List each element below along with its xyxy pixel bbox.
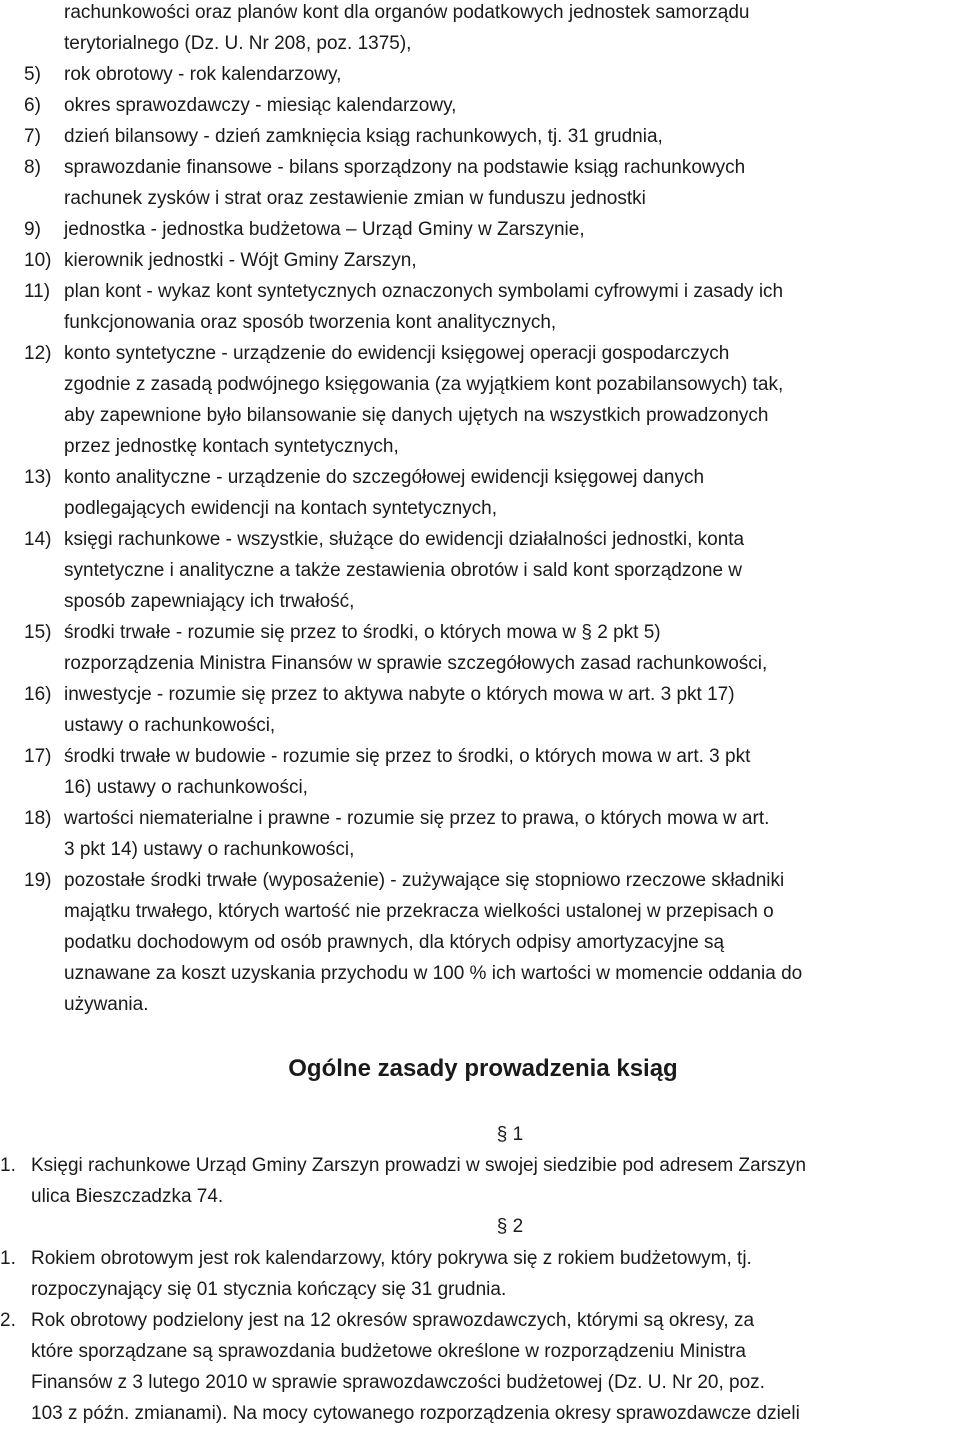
item-number: 19) (24, 870, 52, 891)
item-number: 17) (24, 746, 52, 767)
definition-item (24, 338, 960, 369)
item-number: 11) (24, 281, 51, 302)
rule-continuation (0, 1181, 960, 1212)
item-continuation: aby zapewnione było bilansowanie się danych ujętych na wszystkich prowadzonych (64, 405, 769, 426)
definition-item (24, 152, 960, 183)
item-number: 7) (24, 126, 41, 147)
rule-text: 103 z późn. zmianami). Na mocy cytowanego rozporządzenia okresy sprawozdawcze dzieli (31, 1403, 800, 1424)
definition-item (24, 121, 960, 152)
rule-number: 1. (0, 1155, 16, 1176)
rule-text: Księgi rachunkowe Urząd Gminy Zarszyn prowadzi w swojej siedzibie pod adresem Zarszyn (31, 1155, 807, 1176)
item-text: księgi rachunkowe - wszystkie, służące do ewidencji działalności jednostki, konta (64, 529, 745, 550)
item-number: 13) (24, 467, 52, 488)
item-continuation: używania. (64, 994, 149, 1015)
rule-continuation (0, 1398, 960, 1429)
rule-continuation (0, 1367, 960, 1398)
definition-item (24, 865, 960, 896)
rule-continuation (0, 1336, 960, 1367)
item-number: 15) (24, 622, 52, 643)
item-text: wartości niematerialne i prawne - rozumie się przez to prawa, o których mowa w art. (64, 808, 770, 829)
item-text: konto syntetyczne - urządzenie do ewidencji księgowej operacji gospodarczych (64, 343, 730, 364)
rule-number: 1. (0, 1248, 16, 1269)
definition-item (24, 803, 960, 834)
item-continuation: 3 pkt 14) ustawy o rachunkowości, (64, 839, 355, 860)
paragraph-heading: § 1 (496, 1124, 524, 1145)
item-continuation: syntetyczne i analityczne a także zestawienia obrotów i sald kont sporządzone w (64, 560, 743, 581)
item-text: okres sprawozdawczy - miesiąc kalendarzowy, (64, 95, 457, 116)
rule-item (0, 1150, 960, 1181)
definition-item (24, 524, 960, 555)
item-number: 6) (24, 95, 41, 116)
item-text: inwestycje - rozumie się przez to aktywa nabyte o których mowa w art. 3 pkt 17) (64, 684, 735, 705)
item-text: kierownik jednostki - Wójt Gminy Zarszyn, (64, 250, 417, 271)
definition-item (24, 90, 960, 121)
paragraph-rules (0, 1243, 960, 1429)
lead-line: terytorialnego (Dz. U. Nr 208, poz. 1375), (64, 33, 412, 54)
item-number: 16) (24, 684, 52, 705)
definition-item (24, 741, 960, 772)
item-text: plan kont - wykaz kont syntetycznych oznaczonych symbolami cyfrowymi i zasady ich (64, 281, 784, 302)
paragraph-rules (0, 1150, 960, 1212)
item-continuation: zgodnie z zasadą podwójnego księgowania (za wyjątkiem kont pozabilansowych) tak, (64, 374, 784, 395)
item-number: 10) (24, 250, 52, 271)
item-continuation: podlegających ewidencji na kontach syntetycznych, (64, 498, 498, 519)
definition-item (24, 679, 960, 710)
lead-line: rachunkowości oraz planów kont dla organów podatkowych jednostek samorządu (64, 2, 750, 23)
item-continuation: majątku trwałego, których wartość nie przekracza wielkości ustalonej w przepisach o (64, 901, 774, 922)
rule-text: ulica Bieszczadzka 74. (31, 1186, 224, 1207)
item-continuation: funkcjonowania oraz sposób tworzenia kont analitycznych, (64, 312, 557, 333)
definitions-list (24, 0, 960, 1020)
item-text: rok obrotowy - rok kalendarzowy, (64, 64, 342, 85)
definition-item (24, 59, 960, 90)
item-number: 9) (24, 219, 41, 240)
definition-item (24, 214, 960, 245)
item-number: 18) (24, 808, 52, 829)
item-text: pozostałe środki trwałe (wyposażenie) - zużywające się stopniowo rzeczowe składniki (64, 870, 785, 891)
item-continuation: sposób zapewniający ich trwałość, (64, 591, 355, 612)
item-number: 14) (24, 529, 52, 550)
item-continuation: rozporządzenia Ministra Finansów w sprawie szczegółowych zasad rachunkowości, (64, 653, 768, 674)
item-number: 8) (24, 157, 41, 178)
item-continuation: podatku dochodowym od osób prawnych, dla których odpisy amortyzacyjne są (64, 932, 725, 953)
item-continuation: ustawy o rachunkowości, (64, 715, 276, 736)
rule-text: które sporządzane są sprawozdania budżetowe określone w rozporządzeniu Ministra (31, 1341, 746, 1362)
rule-continuation (0, 1274, 960, 1305)
item-text: środki trwałe w budowie - rozumie się przez to środki, o których mowa w art. 3 pkt (64, 746, 751, 767)
item-text: sprawozdanie finansowe - bilans sporządzony na podstawie ksiąg rachunkowych (64, 157, 746, 178)
item-continuation: 16) ustawy o rachunkowości, (64, 777, 308, 798)
rule-text: Rok obrotowy podzielony jest na 12 okresów sprawozdawczych, którymi są okresy, za (31, 1310, 755, 1331)
item-continuation: uznawane za koszt uzyskania przychodu w 100 % ich wartości w momencie oddania do (64, 963, 803, 984)
rule-text: Rokiem obrotowym jest rok kalendarzowy, który pokrywa się z rokiem budżetowym, tj. (31, 1248, 752, 1269)
definition-item (24, 276, 960, 307)
section-title: Ogólne zasady prowadzenia ksiąg (288, 1055, 678, 1082)
rule-number: 2. (0, 1310, 16, 1331)
item-text: dzień bilansowy - dzień zamknięcia ksiąg rachunkowych, tj. 31 grudnia, (64, 126, 663, 147)
rule-item (0, 1243, 960, 1274)
item-continuation: przez jednostkę kontach syntetycznych, (64, 436, 399, 457)
item-number: 12) (24, 343, 52, 364)
item-text: środki trwałe - rozumie się przez to środki, o których mowa w § 2 pkt 5) (64, 622, 661, 643)
item-continuation: rachunek zysków i strat oraz zestawienie zmian w funduszu jednostki (64, 188, 646, 209)
rule-text: rozpoczynający się 01 stycznia kończący się 31 grudnia. (31, 1279, 507, 1300)
definition-item (24, 617, 960, 648)
item-text: jednostka - jednostka budżetowa – Urząd Gminy w Zarszynie, (64, 219, 585, 240)
rule-text: Finansów z 3 lutego 2010 w sprawie sprawozdawczości budżetowej (Dz. U. Nr 20, poz. (31, 1372, 765, 1393)
paragraph-heading: § 2 (496, 1216, 524, 1237)
rule-item (0, 1305, 960, 1336)
item-number: 5) (24, 64, 41, 85)
definition-item (24, 462, 960, 493)
definition-item (24, 245, 960, 276)
item-text: konto analityczne - urządzenie do szczegółowej ewidencji księgowej danych (64, 467, 705, 488)
